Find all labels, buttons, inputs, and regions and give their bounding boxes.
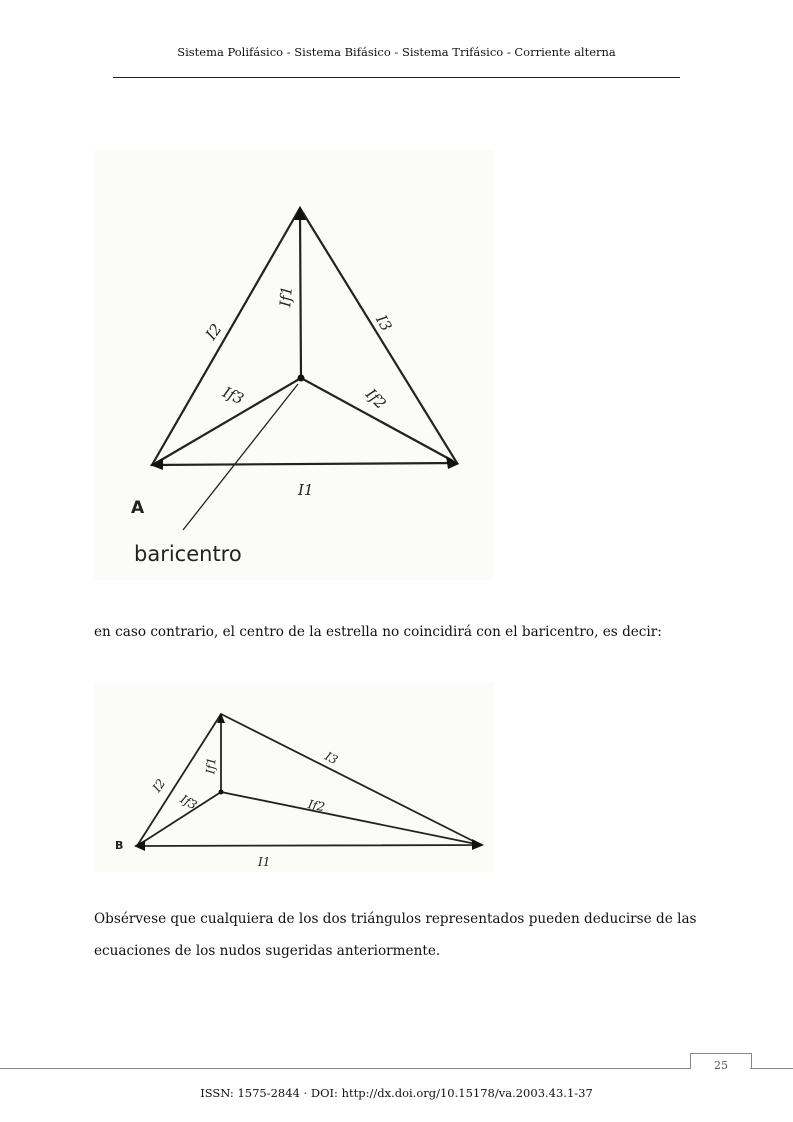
star-branch-1 xyxy=(300,212,301,378)
label-i2: I2 xyxy=(201,320,226,344)
label-if3: If3 xyxy=(219,383,247,409)
page-number: 25 xyxy=(690,1053,752,1069)
figure2-diagram xyxy=(94,682,494,872)
centroid-leader xyxy=(183,384,298,530)
node-label-a: A xyxy=(131,498,145,518)
label-i2: I2 xyxy=(149,776,169,795)
label-if2: If2 xyxy=(362,385,390,413)
label-i1: I1 xyxy=(298,481,314,499)
label-i3: I3 xyxy=(372,311,396,335)
header-divider xyxy=(113,77,680,78)
footer-divider xyxy=(0,1068,690,1069)
label-if1: If1 xyxy=(276,285,296,308)
label-if1: If1 xyxy=(203,756,219,775)
figure1-diagram xyxy=(94,150,494,580)
triangle-outline xyxy=(152,208,457,465)
footer-divider xyxy=(750,1068,793,1069)
body-paragraph: Obsérvese que cualquiera de los dos triángulos representados pueden deducirse de las ecuaciones de los nudos sugeridas anteriormente. xyxy=(94,911,697,959)
centroid-label: baricentro xyxy=(134,542,242,566)
figure-balanced-triangle xyxy=(94,150,494,580)
label-i3: I3 xyxy=(322,749,341,768)
figure-unbalanced-triangle xyxy=(94,682,494,872)
arrow-head xyxy=(472,839,484,850)
running-header: Sistema Polifásico - Sistema Bifásico - Sistema Trifásico - Corriente alterna xyxy=(177,45,616,59)
star-center-dot xyxy=(298,375,305,382)
triangle-outline xyxy=(137,714,481,846)
label-if2: If2 xyxy=(306,797,327,815)
star-branch-2 xyxy=(221,792,476,844)
star-center-dot xyxy=(219,790,224,795)
label-if3: If3 xyxy=(177,791,200,813)
footer-citation: ISSN: 1575-2844 · DOI: http://dx.doi.org/10.15178/va.2003.43.1-37 xyxy=(200,1086,593,1100)
label-i1: I1 xyxy=(258,855,271,869)
body-paragraph: en caso contrario, el centro de la estrella no coincidirá con el baricentro, es decir: xyxy=(94,624,662,640)
arrow-head xyxy=(150,458,163,470)
node-label-b: B xyxy=(115,839,124,852)
